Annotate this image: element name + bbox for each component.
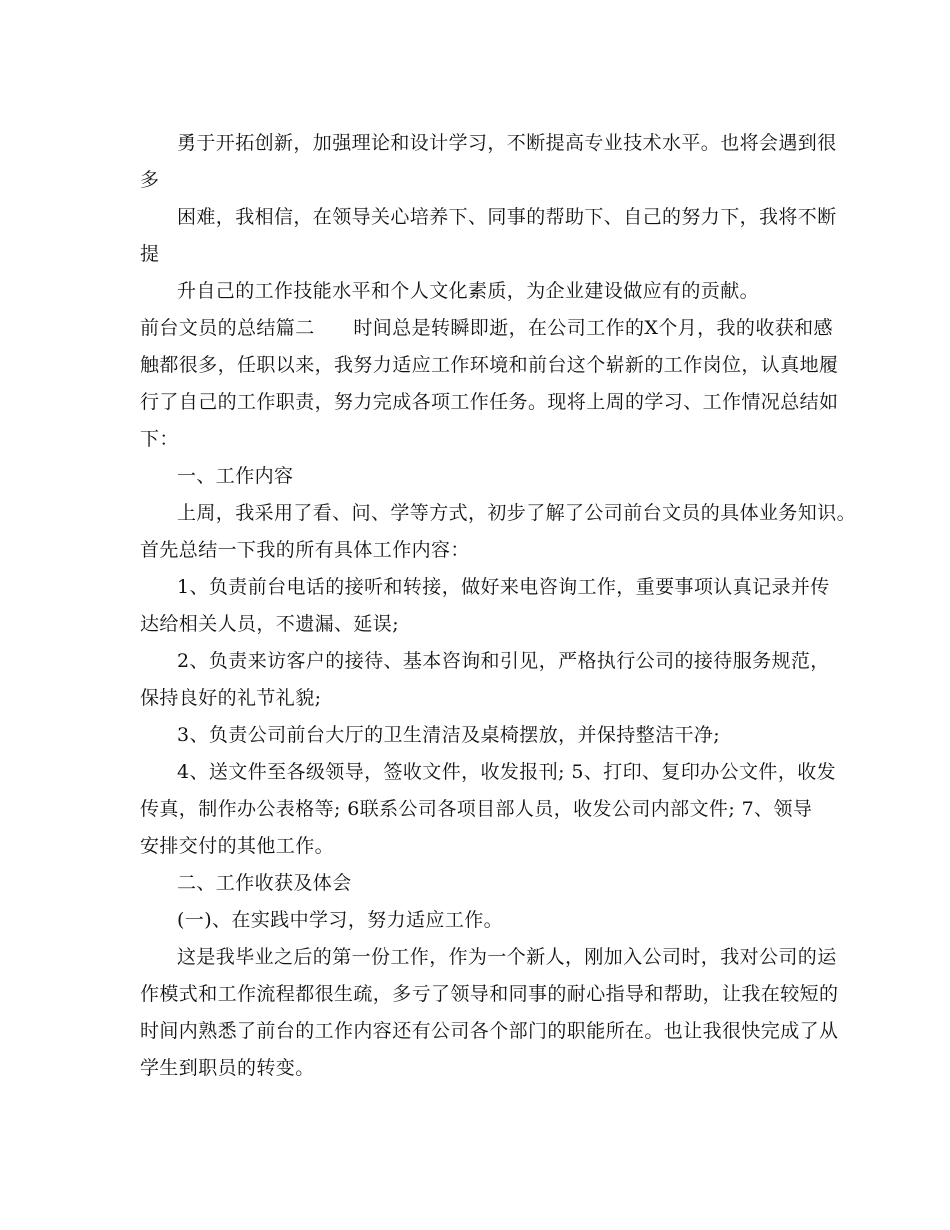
text-line: 多 <box>140 169 160 191</box>
text-line: 这是我毕业之后的第一份工作，作为一个新人，刚加入公司时，我对公司的运 <box>177 946 837 968</box>
list-item-line: 2、负责来访客户的接待、基本咨询和引见，严格执行公司的接待服务规范， <box>177 650 830 672</box>
text-line: 首先总结一下我的所有具体工作内容： <box>140 539 470 561</box>
text-line: 下： <box>140 428 179 450</box>
text-line: 上周，我采用了看、问、学等方式，初步了解了公司前台文员的具体业务知识。 <box>177 502 857 524</box>
list-item-line: 传真，制作办公表格等; 6联系公司各项目部人员，收发公司内部文件; 7、领导 <box>140 798 813 820</box>
list-item-line: 4、送文件至各级领导，签收文件，收发报刊; 5、打印、复印办公文件，收发 <box>177 761 837 783</box>
subheading: 一、工作内容 <box>177 465 294 487</box>
subheading: (一)、在实践中学习，努力适应工作。 <box>177 909 504 931</box>
list-item-line: 保持良好的礼节礼貌; <box>140 687 322 709</box>
text-line: 学生到职员的转变。 <box>140 1057 315 1079</box>
list-item-line: 1、负责前台电话的接听和转接，做好来电咨询工作，重要事项认真记录并传 <box>177 576 830 598</box>
text-line: 触都很多，任职以来，我努力适应工作环境和前台这个崭新的工作岗位，认真地履 <box>140 354 839 376</box>
list-item-line: 达给相关人员，不遗漏、延误; <box>140 613 400 635</box>
list-item-line: 安排交付的其他工作。 <box>140 835 335 857</box>
text-line: 困难，我相信，在领导关心培养下、同事的帮助下、自己的努力下，我将不断 <box>177 206 837 228</box>
section-heading-line: 前台文员的总结篇二 时间总是转瞬即逝，在公司工作的X个月，我的收获和感 <box>140 317 833 339</box>
text-line: 行了自己的工作职责，努力完成各项工作任务。现将上周的学习、工作情况总结如 <box>140 391 839 413</box>
text-line: 勇于开拓创新，加强理论和设计学习，不断提高专业技术水平。也将会遇到很 <box>177 132 837 154</box>
text-line: 作模式和工作流程都很生疏，多亏了领导和同事的耐心指导和帮助，让我在较短的 <box>140 983 839 1005</box>
text-line: 时间内熟悉了前台的工作内容还有公司各个部门的职能所在。也让我很快完成了从 <box>140 1020 839 1042</box>
text-line: 提 <box>140 243 160 265</box>
subheading: 二、工作收获及体会 <box>177 872 352 894</box>
text-line: 升自己的工作技能水平和个人文化素质，为企业建设做应有的贡献。 <box>177 280 760 302</box>
list-item-line: 3、负责公司前台大厅的卫生清洁及桌椅摆放，并保持整洁干净; <box>177 724 721 746</box>
